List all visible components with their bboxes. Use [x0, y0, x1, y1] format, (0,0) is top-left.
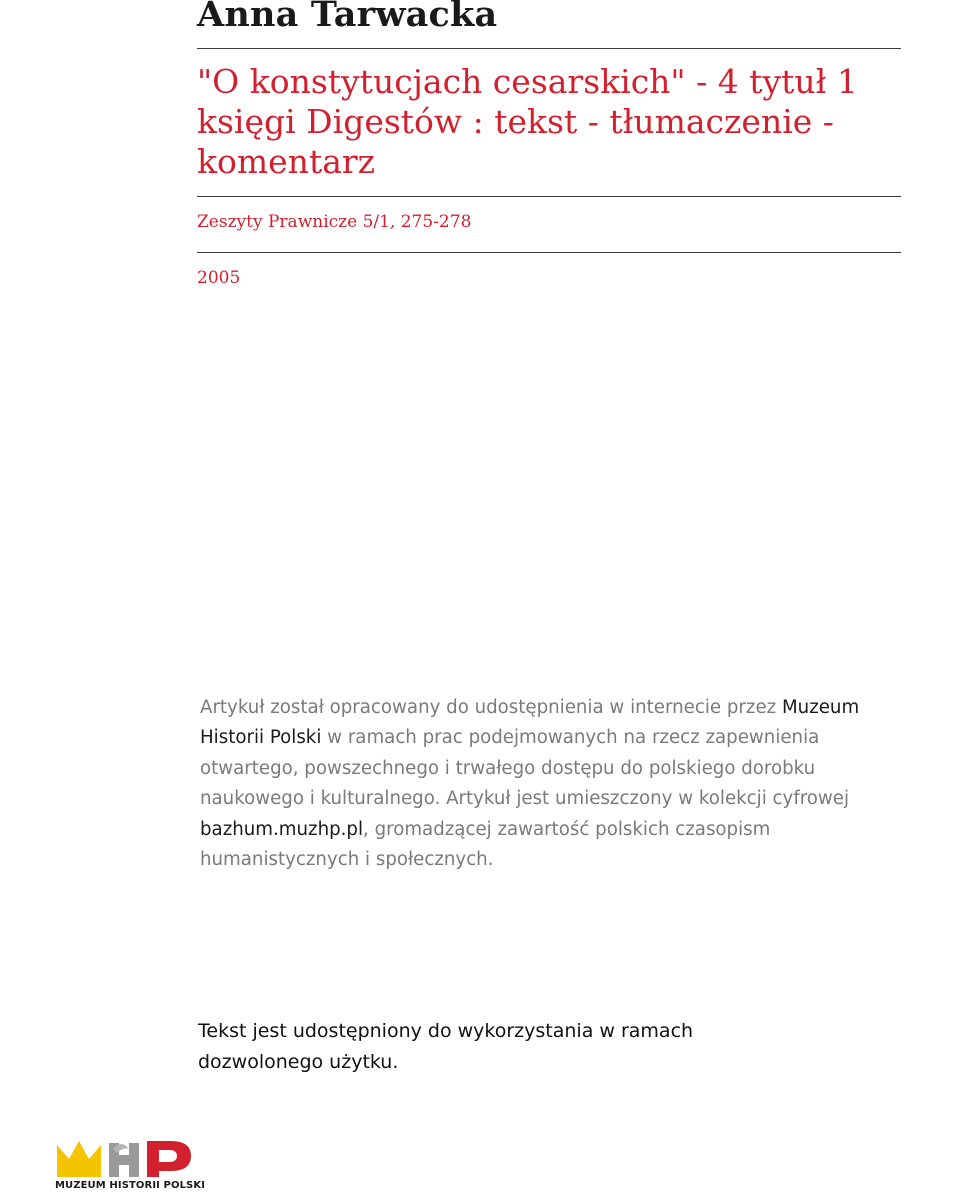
article-title: "O konstytucjach cesarskich" - 4 tytuł 1 księgi Digestów : tekst - tłumaczenie - komentarz	[197, 62, 858, 181]
author-name: Anna Tarwacka	[197, 0, 498, 35]
logo-caption: MUZEUM HISTORII POLSKI	[55, 1180, 206, 1191]
institution-name: Muzeum Historii Polski	[200, 697, 860, 749]
header-divider	[197, 48, 901, 49]
journal-divider	[197, 252, 901, 253]
publication-year: 2005	[197, 268, 241, 288]
notice-text-3: , gromadzącej zawartość polskich czasopism humanistycznych i społecznych.	[200, 818, 771, 871]
license-notice: Tekst jest udostępniony do wykorzystania w ramach dozwolonego użytku.	[198, 1020, 694, 1073]
availability-notice	[200, 693, 900, 875]
bazhum-link[interactable]: bazhum.muzhp.pl	[200, 818, 364, 840]
journal-reference: Zeszyty Prawnicze 5/1, 275-278	[197, 212, 472, 232]
notice-text-1: Artykuł został opracowany do udostępnienia w internecie przez	[200, 697, 782, 718]
title-divider	[197, 196, 901, 197]
notice-text-2: w ramach prac podejmowanych na rzecz zapewnienia otwartego, powszechnego i trwałego dostępu do polskiego dorobku naukowego i kulturalnego. Artykuł jest umieszczony w kolekcji cyfrowej	[200, 727, 850, 810]
